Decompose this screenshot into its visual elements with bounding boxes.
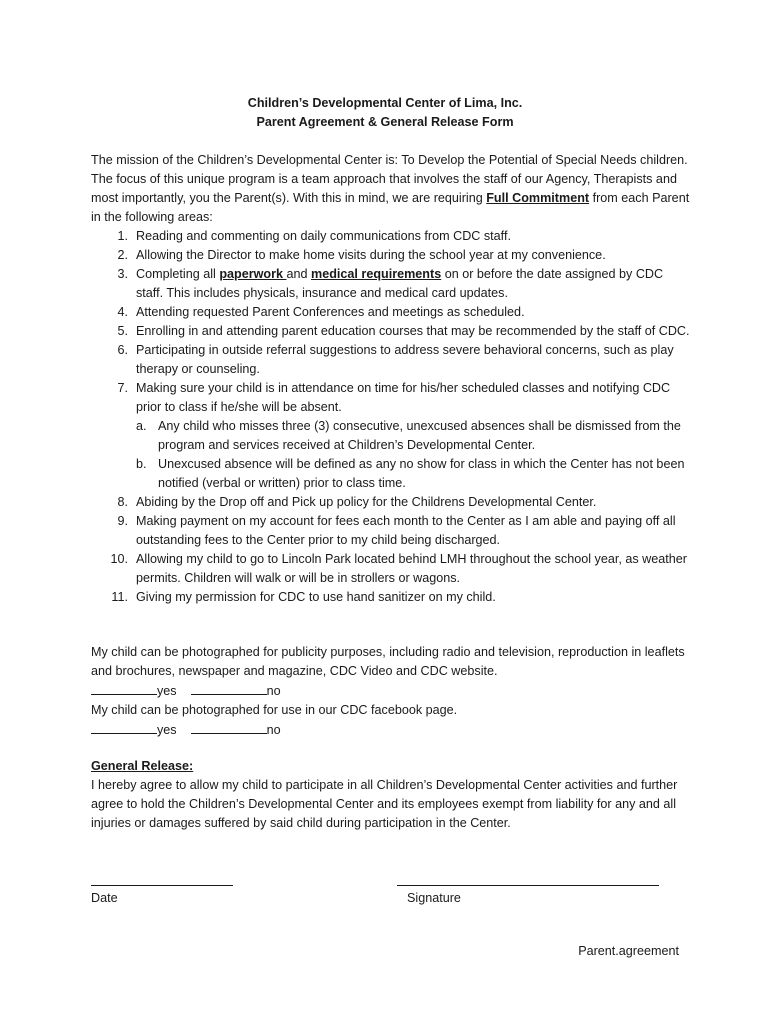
list-item: 7. Making sure your child is in attendance on time for his/her scheduled classes and notifying CDC prior to class if he/she will be absent. a. Any child who misses three (3) consecutive, unexcused absences shall be dismissed from the program and services received at Children’s Developmental Center. b. Unexcused absence will be defined as any no show for class in which the Center has not been notified (verbal or written) prior to class time. — [91, 379, 691, 493]
absence-sublist — [136, 417, 691, 493]
list-item: 10. Allowing my child to go to Lincoln Park located behind LMH throughout the school year, as weather permits. Children will walk or will be in strollers or wagons. — [110, 552, 687, 585]
list-item: 1. Reading and commenting on daily communications from CDC staff. — [117, 229, 511, 243]
sub-list-item: a. Any child who misses three (3) consecutive, unexcused absences shall be dismissed from the program and services received at Children’s Developmental Center. — [136, 419, 681, 452]
general-release-heading: General Release: — [91, 759, 194, 773]
photo-answer-facebook: yes no — [91, 720, 691, 740]
paperwork-emphasis: paperwork — [219, 267, 287, 281]
list-item: 4. Attending requested Parent Conferences and meetings as scheduled. — [117, 305, 525, 319]
title-line-2: Parent Agreement & General Release Form — [256, 115, 514, 129]
no-blank-publicity[interactable] — [191, 681, 267, 695]
requirements-list — [91, 227, 691, 607]
list-item: 5. Enrolling in and attending parent education courses that may be recommended by the staff of CDC. — [117, 324, 690, 338]
photo-question-publicity: My child can be photographed for publicity purposes, including radio and television, reproduction in leaflets and brochures, newspaper and magazine, CDC Video and CDC website. — [91, 645, 685, 678]
photo-answer-publicity: yes no — [91, 681, 691, 701]
general-release-text: I hereby agree to allow my child to participate in all Children’s Developmental Center activities and further agree to hold the Children’s Developmental Center and its employees exempt from liability for any and all injuries or damages suffered by said child during participation in the Center. — [91, 778, 678, 830]
list-item: 9. Making payment on my account for fees each month to the Center as I am able and paying off all outstanding fees to the Center prior to my child being discharged. — [117, 514, 676, 547]
title-line-1: Children’s Developmental Center of Lima, Inc. — [247, 96, 523, 110]
date-line[interactable] — [91, 885, 233, 886]
yes-blank-publicity[interactable] — [91, 681, 157, 695]
intro-paragraph: The mission of the Children’s Developmental Center is: To Develop the Potential of Special Needs children. The focus of this unique program is a team approach that involves the staff of our Agency, Therapists and most importantly, you the Parent(s). With this in mind, we are requiring Full Commitment from each Parent in the following areas: — [91, 153, 690, 224]
yes-blank-facebook[interactable] — [91, 720, 157, 734]
document-title — [0, 94, 770, 132]
photo-permission-section — [91, 643, 691, 740]
medical-requirements-emphasis: medical requirements — [311, 267, 442, 281]
full-commitment-emphasis: Full Commitment — [486, 191, 590, 205]
list-item: 2. Allowing the Director to make home visits during the school year at my convenience. — [117, 248, 606, 262]
sub-list-item: b. Unexcused absence will be defined as any no show for class in which the Center has not been notified (verbal or written) prior to class time. — [136, 457, 685, 490]
signature-label: Signature — [407, 891, 461, 905]
list-item: 11. Giving my permission for CDC to use hand sanitizer on my child. — [111, 590, 496, 604]
no-blank-facebook[interactable] — [191, 720, 267, 734]
date-label: Date — [91, 891, 118, 905]
footer-label: Parent.agreement — [578, 944, 679, 958]
intro-section — [91, 151, 691, 607]
list-item: 6. Participating in outside referral suggestions to address severe behavioral concerns, such as play therapy or counseling. — [117, 343, 674, 376]
list-item: 3. Completing all paperwork and medical requirements on or before the date assigned by CDC staff. This includes physicals, insurance and medical card updates. — [117, 267, 664, 300]
photo-question-facebook: My child can be photographed for use in our CDC facebook page. — [91, 703, 458, 717]
general-release-section — [91, 757, 691, 833]
list-item: 8. Abiding by the Drop off and Pick up policy for the Childrens Developmental Center. — [117, 495, 597, 509]
signature-line[interactable] — [397, 885, 659, 886]
